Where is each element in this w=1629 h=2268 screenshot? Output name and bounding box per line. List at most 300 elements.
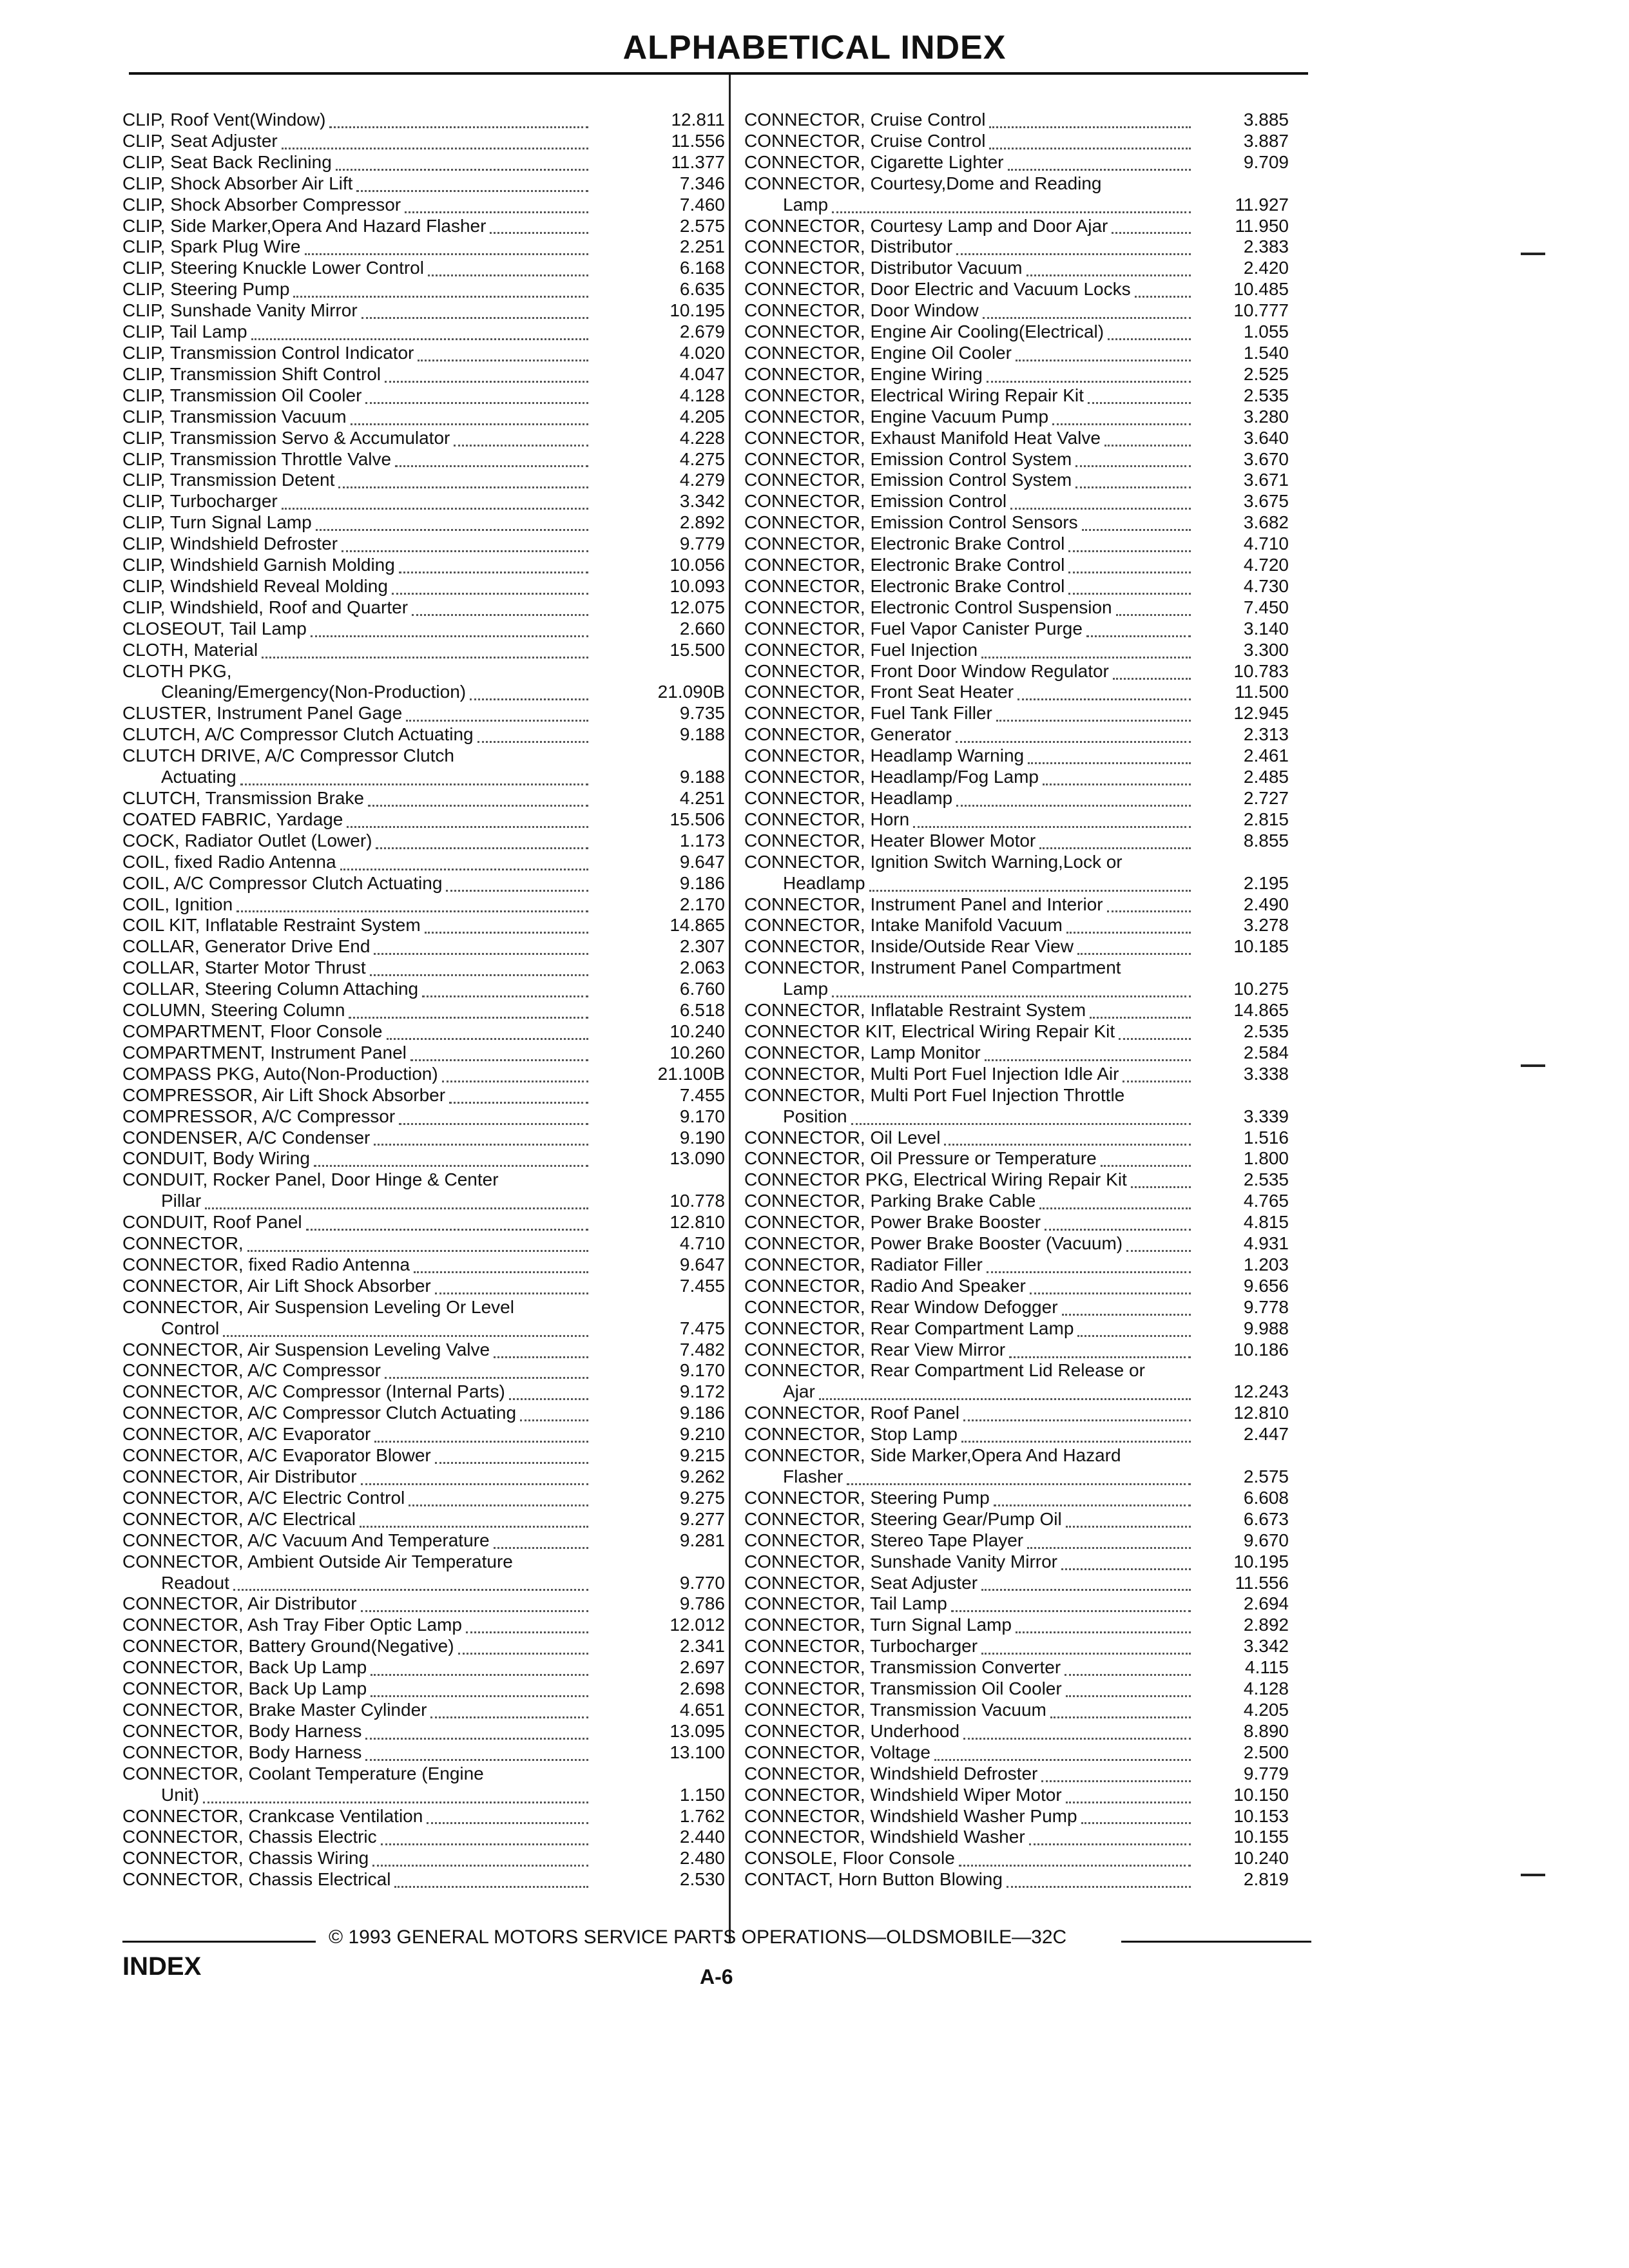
- entry-page-number: 9.170: [679, 1106, 725, 1126]
- dot-leader: [494, 1530, 588, 1549]
- header-rule: [129, 72, 1308, 75]
- entry-page-number: 2.170: [679, 894, 725, 914]
- index-entry: [744, 724, 1289, 745]
- dot-leader: [1066, 1785, 1191, 1803]
- dot-leader: [1068, 555, 1191, 573]
- entry-page-number: 2.485: [1243, 767, 1289, 787]
- entry-page-number: 3.682: [1243, 512, 1289, 533]
- dot-leader: [449, 1085, 588, 1104]
- entry-name: CONNECTOR, Headlamp: [744, 788, 953, 808]
- index-entry: [744, 512, 1289, 533]
- index-entry: [122, 831, 725, 852]
- entry-page-number: 4.128: [679, 385, 725, 405]
- entry-page-number: 1.055: [1243, 322, 1289, 342]
- entry-page-number: 10.195: [1233, 1551, 1289, 1571]
- entry-name: CONNECTOR, A/C Vacuum And Temperature: [122, 1530, 490, 1550]
- entry-name: CONNECTOR, Fuel Tank Filler: [744, 703, 992, 724]
- index-entry: [122, 745, 725, 767]
- dot-leader: [336, 152, 588, 171]
- entry-name: CONNECTOR, Crankcase Ventilation: [122, 1805, 423, 1826]
- dot-leader: [370, 957, 588, 976]
- entry-page-number: 1.540: [1243, 342, 1289, 363]
- entry-name: CONNECTOR, Steering Pump: [744, 1487, 990, 1508]
- entry-page-number: 2.440: [679, 1827, 725, 1847]
- entry-name: CONNECTOR, Door Window: [744, 300, 979, 321]
- entry-page-number: 10.195: [670, 300, 725, 321]
- entry-name: CONNECTOR, Oil Level: [744, 1127, 941, 1148]
- dot-leader: [374, 1424, 588, 1443]
- index-entry: [744, 894, 1289, 916]
- entry-name: CONNECTOR, Fuel Vapor Canister Purge: [744, 618, 1083, 639]
- index-entry: [122, 1615, 725, 1636]
- entry-page-number: 3.640: [1243, 427, 1289, 448]
- dot-leader: [944, 1127, 1191, 1146]
- index-entry: [744, 1191, 1289, 1212]
- entry-name: CONNECTOR, Ignition Switch Warning,Lock or: [744, 851, 1123, 872]
- footer-page-number: A-6: [700, 1965, 733, 1988]
- dot-leader: [305, 236, 589, 255]
- entry-name: CLIP, Windshield Defroster: [122, 533, 338, 554]
- dot-leader: [1082, 512, 1191, 531]
- entry-name: CLIP, Transmission Throttle Valve: [122, 448, 392, 469]
- entry-page-number: 3.342: [679, 491, 725, 512]
- index-entry: [744, 343, 1289, 364]
- entry-page-number: 2.480: [679, 1848, 725, 1869]
- index-entry: [744, 619, 1289, 640]
- dot-leader: [1108, 322, 1191, 340]
- entry-name: CONNECTOR, Electronic Control Suspension: [744, 597, 1112, 617]
- index-entry: [122, 236, 725, 258]
- entry-name: CONNECTOR, Engine Vacuum Pump: [744, 406, 1049, 427]
- dot-leader: [1086, 619, 1191, 637]
- index-entry: [122, 1742, 725, 1763]
- entry-page-number: 1.173: [679, 830, 725, 850]
- dot-leader: [371, 1657, 588, 1676]
- index-entry: [122, 661, 725, 682]
- entry-name: CLIP, Windshield Garnish Molding: [122, 555, 395, 575]
- dot-leader: [372, 1848, 588, 1867]
- entry-page-number: 9.210: [679, 1424, 725, 1445]
- entry-page-number: 11.950: [1235, 215, 1289, 236]
- entry-name: CONNECTOR, Instrument Panel and Interior: [744, 894, 1103, 914]
- index-entry: [122, 936, 725, 957]
- entry-name: CONNECTOR, Electronic Brake Control: [744, 575, 1065, 596]
- entry-name: CONNECTOR, Air Lift Shock Absorber: [122, 1275, 431, 1296]
- index-entry: [122, 1678, 725, 1700]
- entry-name: COLLAR, Generator Drive End: [122, 936, 371, 957]
- entry-page-number: 7.346: [679, 173, 725, 193]
- entry-page-number: 4.128: [1243, 1678, 1289, 1699]
- index-entry: [744, 407, 1289, 428]
- index-entry: [744, 640, 1289, 661]
- index-entry: [744, 1721, 1289, 1742]
- entry-name: CLIP, Spark Plug Wire: [122, 236, 301, 257]
- index-entry: [744, 1424, 1289, 1445]
- entry-page-number: 9.988: [1243, 1318, 1289, 1338]
- index-entry: [122, 1785, 725, 1806]
- entry-name: CONNECTOR, Lamp Monitor: [744, 1042, 981, 1062]
- dot-leader: [406, 703, 588, 722]
- entry-page-number: 2.195: [1243, 872, 1289, 893]
- entry-name: COMPRESSOR, Air Lift Shock Absorber: [122, 1084, 446, 1105]
- dot-leader: [365, 385, 588, 404]
- entry-page-number: 11.377: [671, 151, 725, 172]
- dot-leader: [832, 195, 1191, 213]
- entry-page-number: 4.710: [679, 1233, 725, 1254]
- dot-leader: [959, 1848, 1191, 1867]
- dot-leader: [1075, 448, 1191, 467]
- entry-page-number: 13.090: [670, 1148, 725, 1169]
- dot-leader: [1028, 745, 1191, 764]
- entry-name: CONNECTOR, Exhaust Manifold Heat Valve: [744, 427, 1101, 448]
- entry-name: CONNECTOR, Inside/Outside Rear View: [744, 936, 1074, 957]
- dot-leader: [385, 1360, 588, 1379]
- entry-name: CONNECTOR, Chassis Electric: [122, 1827, 377, 1847]
- index-entry: [744, 236, 1289, 258]
- index-entry: [744, 1000, 1289, 1021]
- index-entry: [122, 1128, 725, 1149]
- index-entry: [744, 915, 1289, 936]
- index-entry: [744, 491, 1289, 512]
- entry-name: CLIP, Windshield Reveal Molding: [122, 575, 388, 596]
- index-entry: [122, 195, 725, 216]
- index-entry: [744, 1806, 1289, 1827]
- dot-leader: [247, 1233, 588, 1252]
- index-entry: [744, 979, 1289, 1000]
- entry-name: CONNECTOR, Underhood: [744, 1720, 960, 1741]
- entry-name: CONNECTOR, Ambient Outside Air Temperature: [122, 1551, 513, 1571]
- index-entry: [744, 533, 1289, 555]
- dot-leader: [1077, 936, 1191, 955]
- entry-name: CLOSEOUT, Tail Lamp: [122, 618, 307, 639]
- entry-page-number: 9.779: [1243, 1763, 1289, 1783]
- index-entry: [122, 1488, 725, 1509]
- dot-leader: [963, 1403, 1191, 1421]
- dot-leader: [395, 448, 588, 467]
- index-entry: [744, 216, 1289, 237]
- dot-leader: [1039, 1191, 1191, 1209]
- entry-name: CONNECTOR, A/C Electric Control: [122, 1487, 405, 1508]
- entry-name: CONDUIT, Rocker Panel, Door Hinge & Center: [122, 1169, 499, 1190]
- entry-name: CONNECTOR, Air Suspension Leveling Valve: [122, 1339, 490, 1360]
- index-entry: [122, 343, 725, 364]
- dot-leader: [1112, 215, 1191, 234]
- index-entry: [122, 788, 725, 809]
- entry-name: CLIP, Steering Knuckle Lower Control: [122, 258, 424, 278]
- dot-leader: [360, 1509, 588, 1528]
- entry-page-number: 7.450: [1243, 597, 1289, 617]
- entry-page-number: 4.275: [679, 448, 725, 469]
- dot-leader: [1066, 1509, 1191, 1528]
- index-entry: [122, 1360, 725, 1381]
- index-entry: [744, 555, 1289, 576]
- dot-leader: [847, 1466, 1191, 1485]
- entry-name: CONNECTOR, Cruise Control: [744, 110, 986, 130]
- entry-name: CLIP, Turn Signal Lamp: [122, 512, 312, 533]
- entry-page-number: 12.075: [670, 597, 725, 617]
- index-entry: [122, 1381, 725, 1403]
- entry-page-number: 3.675: [1243, 491, 1289, 512]
- index-entry: [744, 1043, 1289, 1064]
- entry-name: COIL, Ignition: [122, 894, 233, 914]
- entry-name: CONNECTOR, Intake Manifold Vacuum: [744, 915, 1063, 936]
- index-entry: [744, 152, 1289, 173]
- entry-name: COMPASS PKG, Auto(Non-Production): [122, 1063, 438, 1084]
- entry-page-number: 10.783: [1233, 660, 1289, 681]
- index-entry: [744, 576, 1289, 597]
- dot-leader: [851, 1106, 1191, 1125]
- page-title: ALPHABETICAL INDEX: [622, 29, 1007, 66]
- dot-leader: [989, 110, 1191, 128]
- entry-name: CONNECTOR, Rear Compartment Lamp: [744, 1318, 1074, 1338]
- index-entry: [744, 745, 1289, 767]
- entry-name: COCK, Radiator Outlet (Lower): [122, 830, 372, 850]
- index-entry: [744, 1763, 1289, 1785]
- index-entry: [122, 470, 725, 491]
- entry-page-number: 1.203: [1243, 1254, 1289, 1274]
- entry-page-number: 3.338: [1243, 1063, 1289, 1084]
- entry-page-number: 3.671: [1243, 470, 1289, 490]
- entry-page-number: 10.240: [1233, 1848, 1289, 1869]
- index-entry: [744, 322, 1289, 343]
- entry-page-number: 7.455: [679, 1084, 725, 1105]
- dot-leader: [490, 215, 588, 234]
- entry-page-number: 8.855: [1243, 830, 1289, 850]
- index-entry: [744, 1742, 1289, 1763]
- entry-name: COLUMN, Steering Column: [122, 1000, 345, 1021]
- index-entry: [744, 1318, 1289, 1340]
- dot-leader: [1088, 385, 1191, 404]
- index-entry: [122, 152, 725, 173]
- entry-name: Headlamp: [783, 872, 865, 893]
- dot-leader: [454, 428, 588, 447]
- entry-name: CONTACT, Horn Button Blowing: [744, 1869, 1003, 1890]
- entry-name: CONNECTOR, Coolant Temperature (Engine: [122, 1763, 484, 1783]
- index-entry: [744, 703, 1289, 724]
- entry-page-number: 6.608: [1243, 1487, 1289, 1508]
- entry-page-number: 2.535: [1243, 1169, 1289, 1190]
- entry-name: Flasher: [783, 1466, 843, 1486]
- entry-name: CLIP, Steering Pump: [122, 279, 290, 300]
- entry-name: CLUSTER, Instrument Panel Gage: [122, 703, 403, 724]
- entry-name: CLIP, Transmission Shift Control: [122, 363, 381, 384]
- dot-leader: [989, 131, 1191, 149]
- entry-name: CONNECTOR, Fuel Injection: [744, 639, 978, 660]
- dot-leader: [1068, 533, 1191, 552]
- dot-leader: [1081, 1805, 1191, 1824]
- dot-leader: [442, 1064, 588, 1082]
- entry-name: CONNECTOR, Electronic Brake Control: [744, 533, 1065, 554]
- dot-leader: [963, 1721, 1191, 1740]
- entry-page-number: 9.186: [679, 1403, 725, 1423]
- dot-leader: [1061, 1552, 1191, 1570]
- left-index-column: [122, 110, 725, 1890]
- index-entry: [744, 1678, 1289, 1700]
- dot-leader: [987, 364, 1191, 383]
- dot-leader: [311, 619, 588, 637]
- dot-leader: [1039, 831, 1191, 849]
- index-entry: [744, 1148, 1289, 1169]
- entry-page-number: 9.778: [1243, 1296, 1289, 1317]
- dot-leader: [251, 322, 588, 340]
- entry-name: CONNECTOR, A/C Compressor (Internal Parts): [122, 1381, 505, 1402]
- entry-name: CLOTH PKG,: [122, 660, 232, 681]
- entry-name: CLIP, Tail Lamp: [122, 322, 247, 342]
- dot-leader: [1030, 1276, 1191, 1294]
- entry-name: CONNECTOR, Back Up Lamp: [122, 1678, 367, 1699]
- dot-leader: [203, 1785, 588, 1803]
- entry-page-number: 4.279: [679, 470, 725, 490]
- entry-page-number: 2.313: [1243, 724, 1289, 745]
- dot-leader: [520, 1403, 588, 1421]
- entry-page-number: 3.300: [1243, 639, 1289, 660]
- right-index-column: [744, 110, 1289, 1890]
- index-entry: [744, 936, 1289, 957]
- index-entry: [122, 619, 725, 640]
- dot-leader: [1123, 1064, 1191, 1082]
- index-entry: [122, 322, 725, 343]
- dot-leader: [410, 1043, 588, 1061]
- dot-leader: [446, 873, 588, 892]
- dot-leader: [1062, 1297, 1191, 1316]
- entry-page-number: 4.205: [679, 406, 725, 427]
- index-entry: [744, 1381, 1289, 1403]
- index-entry: [744, 1552, 1289, 1573]
- index-entry: [744, 831, 1289, 852]
- index-entry: [122, 809, 725, 831]
- footer-copyright: © 1993 GENERAL MOTORS SERVICE PARTS OPERATIONS—OLDSMOBILE—32C: [329, 1927, 1067, 1948]
- entry-name: CONNECTOR PKG, Electrical Wiring Repair Kit: [744, 1169, 1127, 1190]
- dot-leader: [1113, 661, 1191, 680]
- index-entry: [744, 1085, 1289, 1106]
- index-entry: [122, 1530, 725, 1552]
- dot-leader: [338, 470, 588, 488]
- entry-name: CONNECTOR, Electrical Wiring Repair Kit: [744, 385, 1084, 405]
- dot-leader: [374, 1127, 588, 1146]
- dot-leader: [1010, 491, 1191, 510]
- entry-name: CONNECTOR, Emission Control System: [744, 470, 1072, 490]
- index-entry: [122, 852, 725, 873]
- dot-leader: [1043, 767, 1191, 785]
- entry-name: CONNECTOR, Headlamp Warning: [744, 745, 1025, 766]
- dot-leader: [430, 1700, 588, 1718]
- entry-page-number: 14.865: [670, 915, 725, 936]
- entry-page-number: 10.240: [670, 1021, 725, 1041]
- entry-page-number: 9.735: [679, 703, 725, 724]
- entry-page-number: 4.651: [679, 1699, 725, 1720]
- dot-leader: [347, 809, 588, 828]
- entry-name: CONNECTOR, Emission Control: [744, 491, 1007, 512]
- dot-leader: [494, 1340, 588, 1358]
- index-entry: [122, 1106, 725, 1128]
- entry-name: CONNECTOR, Distributor: [744, 236, 953, 257]
- entry-page-number: 2.420: [1243, 258, 1289, 278]
- entry-name: CONNECTOR KIT, Electrical Wiring Repair Kit: [744, 1021, 1115, 1041]
- entry-page-number: 1.762: [679, 1805, 725, 1826]
- dot-leader: [356, 173, 588, 192]
- index-entry: [744, 873, 1289, 894]
- entry-page-number: 9.190: [679, 1127, 725, 1148]
- index-entry: [122, 1212, 725, 1233]
- entry-name: CONNECTOR, Engine Oil Cooler: [744, 342, 1012, 363]
- entry-page-number: 6.673: [1243, 1508, 1289, 1529]
- dot-leader: [387, 1021, 589, 1040]
- dot-leader: [293, 279, 588, 298]
- dot-leader: [435, 1445, 588, 1464]
- index-entry: [122, 1340, 725, 1361]
- index-entry: [122, 724, 725, 745]
- entry-name: CONNECTOR, Rear Window Defogger: [744, 1296, 1058, 1317]
- dot-leader: [392, 576, 588, 595]
- index-entry: [122, 385, 725, 407]
- index-entry: [122, 1445, 725, 1466]
- index-entry: [744, 131, 1289, 152]
- entry-page-number: 9.186: [679, 872, 725, 893]
- index-entry: [122, 1657, 725, 1678]
- dot-leader: [1007, 1869, 1191, 1888]
- entry-page-number: 3.280: [1243, 406, 1289, 427]
- dot-leader: [1126, 1233, 1191, 1252]
- entry-page-number: 12.012: [670, 1615, 725, 1635]
- index-entry: [744, 1254, 1289, 1276]
- dot-leader: [466, 1615, 588, 1633]
- index-entry: [122, 1254, 725, 1276]
- index-entry: [744, 1106, 1289, 1128]
- entry-page-number: 9.262: [679, 1466, 725, 1486]
- index-entry: [122, 449, 725, 470]
- dot-leader: [1027, 258, 1191, 276]
- index-entry: [122, 1700, 725, 1721]
- index-entry: [122, 1593, 725, 1615]
- index-entry: [122, 1169, 725, 1191]
- entry-page-number: 7.482: [679, 1339, 725, 1360]
- index-entry: [744, 1360, 1289, 1381]
- entry-name: CONDENSER, A/C Condenser: [122, 1127, 371, 1148]
- entry-page-number: 4.228: [679, 427, 725, 448]
- entry-name: CONNECTOR, Voltage: [744, 1742, 930, 1762]
- entry-page-number: 13.095: [670, 1720, 725, 1741]
- index-entry: [744, 1488, 1289, 1509]
- dot-leader: [1041, 1763, 1191, 1782]
- dot-leader: [316, 512, 588, 531]
- entry-name: CONNECTOR, Horn: [744, 809, 910, 829]
- entry-page-number: 2.679: [679, 322, 725, 342]
- entry-page-number: 9.188: [679, 767, 725, 787]
- dot-leader: [425, 915, 588, 934]
- entry-page-number: 3.342: [1243, 1636, 1289, 1657]
- dot-leader: [1068, 576, 1191, 595]
- entry-page-number: 4.730: [1243, 575, 1289, 596]
- entry-name: Position: [783, 1106, 847, 1126]
- entry-name: CLUTCH, A/C Compressor Clutch Actuating: [122, 724, 474, 745]
- index-entry: [744, 173, 1289, 195]
- index-entry: [744, 300, 1289, 322]
- entry-page-number: 2.307: [679, 936, 725, 957]
- entry-name: CONNECTOR, Distributor Vacuum: [744, 258, 1023, 278]
- index-entry: [122, 173, 725, 195]
- entry-page-number: 4.710: [1243, 533, 1289, 554]
- entry-page-number: 2.575: [679, 215, 725, 236]
- index-entry: [744, 110, 1289, 131]
- dot-leader: [832, 979, 1191, 997]
- entry-name: CONNECTOR, Sunshade Vanity Mirror: [744, 1551, 1057, 1571]
- dot-leader: [1009, 1340, 1191, 1358]
- index-entry: [122, 767, 725, 788]
- footer-section-label: INDEX: [122, 1952, 202, 1981]
- index-entry: [122, 1848, 725, 1869]
- index-entry: [122, 1021, 725, 1043]
- margin-tick-mark: [1521, 1064, 1545, 1067]
